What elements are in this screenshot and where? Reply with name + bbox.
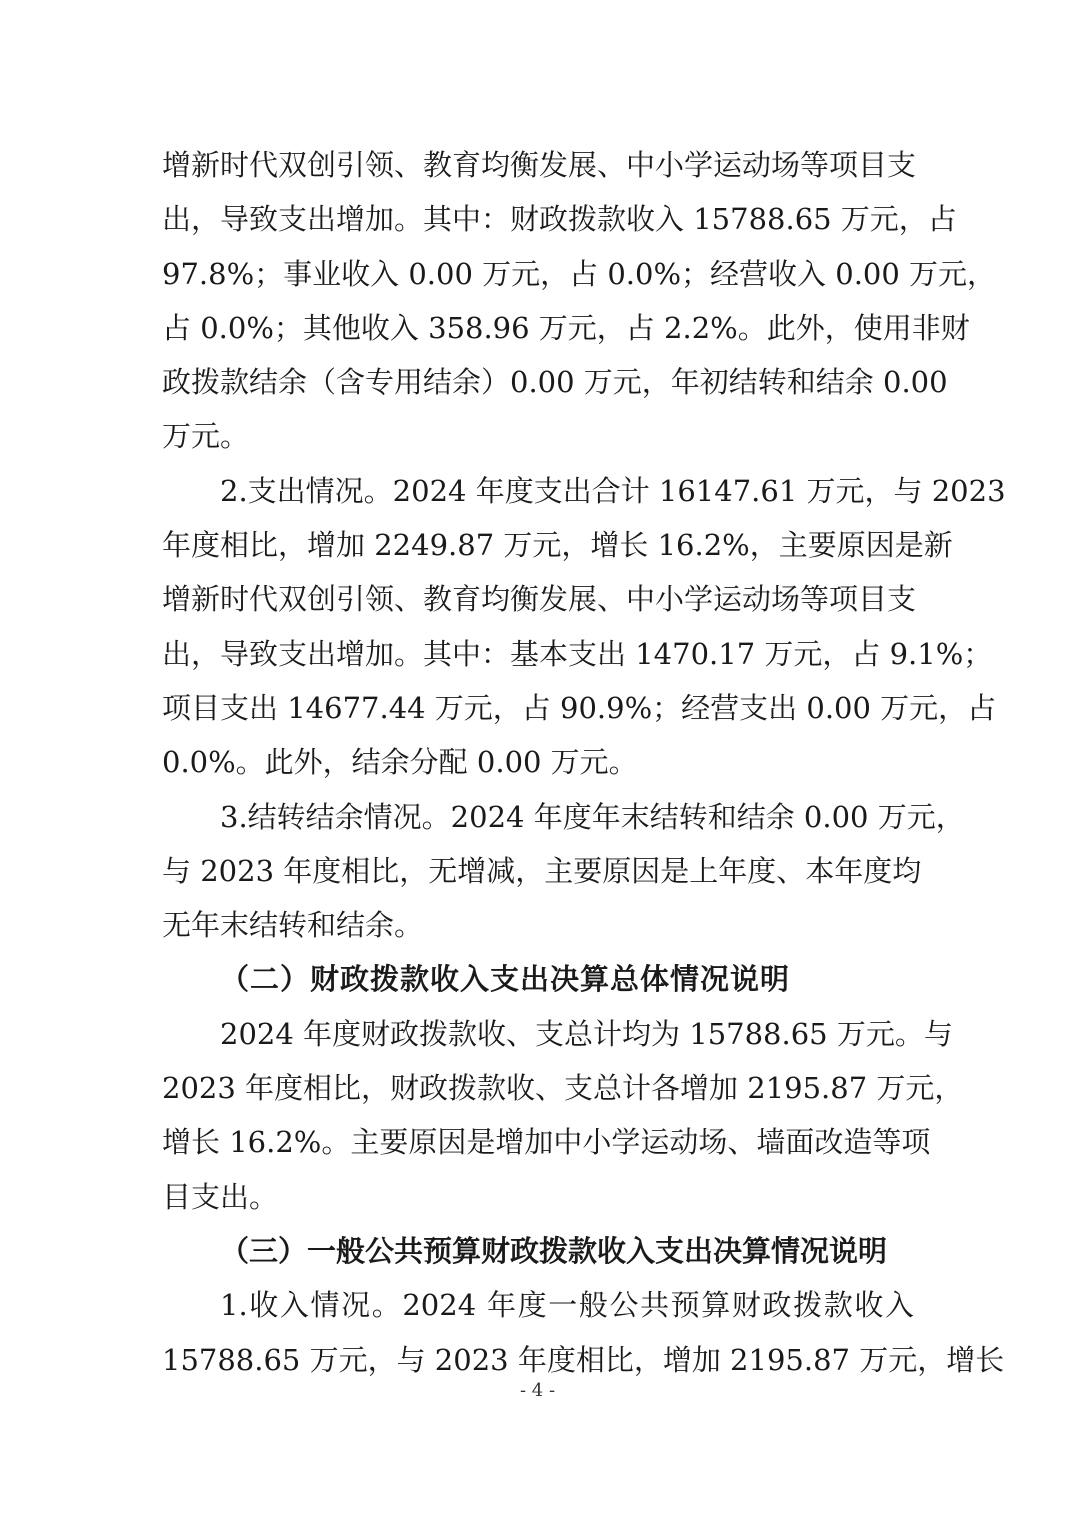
paragraph-expenditure bbox=[162, 464, 1006, 790]
text-line: 0.0%。此外，结余分配 0.00 万元。 bbox=[162, 745, 638, 780]
text-line: 2023 年度相比，财政拨款收、支总计各增加 2195.87 万元， bbox=[162, 1071, 964, 1106]
text-line: 占 0.0%；其他收入 358.96 万元，占 2.2%。此外，使用非财 bbox=[162, 310, 970, 345]
text-line: 出，导致支出增加。其中：财政拨款收入 15788.65 万元，占 bbox=[162, 202, 957, 237]
paragraph-general-budget-income bbox=[162, 1278, 1005, 1387]
text-line: 97.8%；事业收入 0.00 万元，占 0.0%；经营收入 0.00 万元， bbox=[162, 256, 997, 291]
text-line: 增新时代双创引领、教育均衡发展、中小学运动场等项目支 bbox=[162, 148, 917, 182]
section-heading: （二）财政拨款收入支出决算总体情况说明 bbox=[220, 962, 791, 997]
text-line: 无年末结转和结余。 bbox=[162, 908, 424, 943]
paragraph-fiscal-total bbox=[162, 1007, 964, 1224]
text-line: 15788.65 万元，与 2023 年度相比，增加 2195.87 万元，增长 bbox=[162, 1342, 1005, 1377]
text-line: 1.收入情况。2024 年度一般公共预算财政拨款收入 bbox=[220, 1288, 914, 1323]
text-line: 项目支出 14677.44 万元，占 90.9%；经营支出 0.00 万元，占 bbox=[162, 690, 997, 725]
page-number: - 4 - bbox=[519, 1380, 556, 1401]
text-line: 增新时代双创引领、教育均衡发展、中小学运动场等项目支 bbox=[162, 582, 917, 617]
text-line: 出，导致支出增加。其中：基本支出 1470.17 万元，占 9.1%； bbox=[162, 636, 993, 671]
text-line: 万元。 bbox=[162, 419, 250, 454]
text-line: 年度相比，增加 2249.87 万元，增长 16.2%，主要原因是新 bbox=[162, 528, 953, 563]
text-line: 3.结转结余情况。2024 年度年末结转和结余 0.00 万元， bbox=[220, 799, 965, 834]
text-line: 政拨款结余（含专用结余）0.00 万元，年初结转和结余 0.00 bbox=[162, 365, 948, 400]
text-line: 2.支出情况。2024 年度支出合计 16147.61 万元，与 2023 bbox=[220, 473, 1006, 508]
text-line: 目支出。 bbox=[162, 1179, 279, 1214]
text-line: 与 2023 年度相比，无增减，主要原因是上年度、本年度均 bbox=[162, 853, 922, 888]
paragraph-income-continued bbox=[162, 138, 997, 464]
document-body bbox=[162, 138, 1006, 1387]
paragraph-carryover bbox=[162, 790, 965, 953]
text-line: 增长 16.2%。主要原因是增加中小学运动场、墙面改造等项 bbox=[162, 1125, 931, 1160]
text-line: 2024 年度财政拨款收、支总计均为 15788.65 万元。与 bbox=[220, 1016, 953, 1051]
section-heading: （三）一般公共预算财政拨款收入支出决算情况说明 bbox=[220, 1233, 888, 1268]
